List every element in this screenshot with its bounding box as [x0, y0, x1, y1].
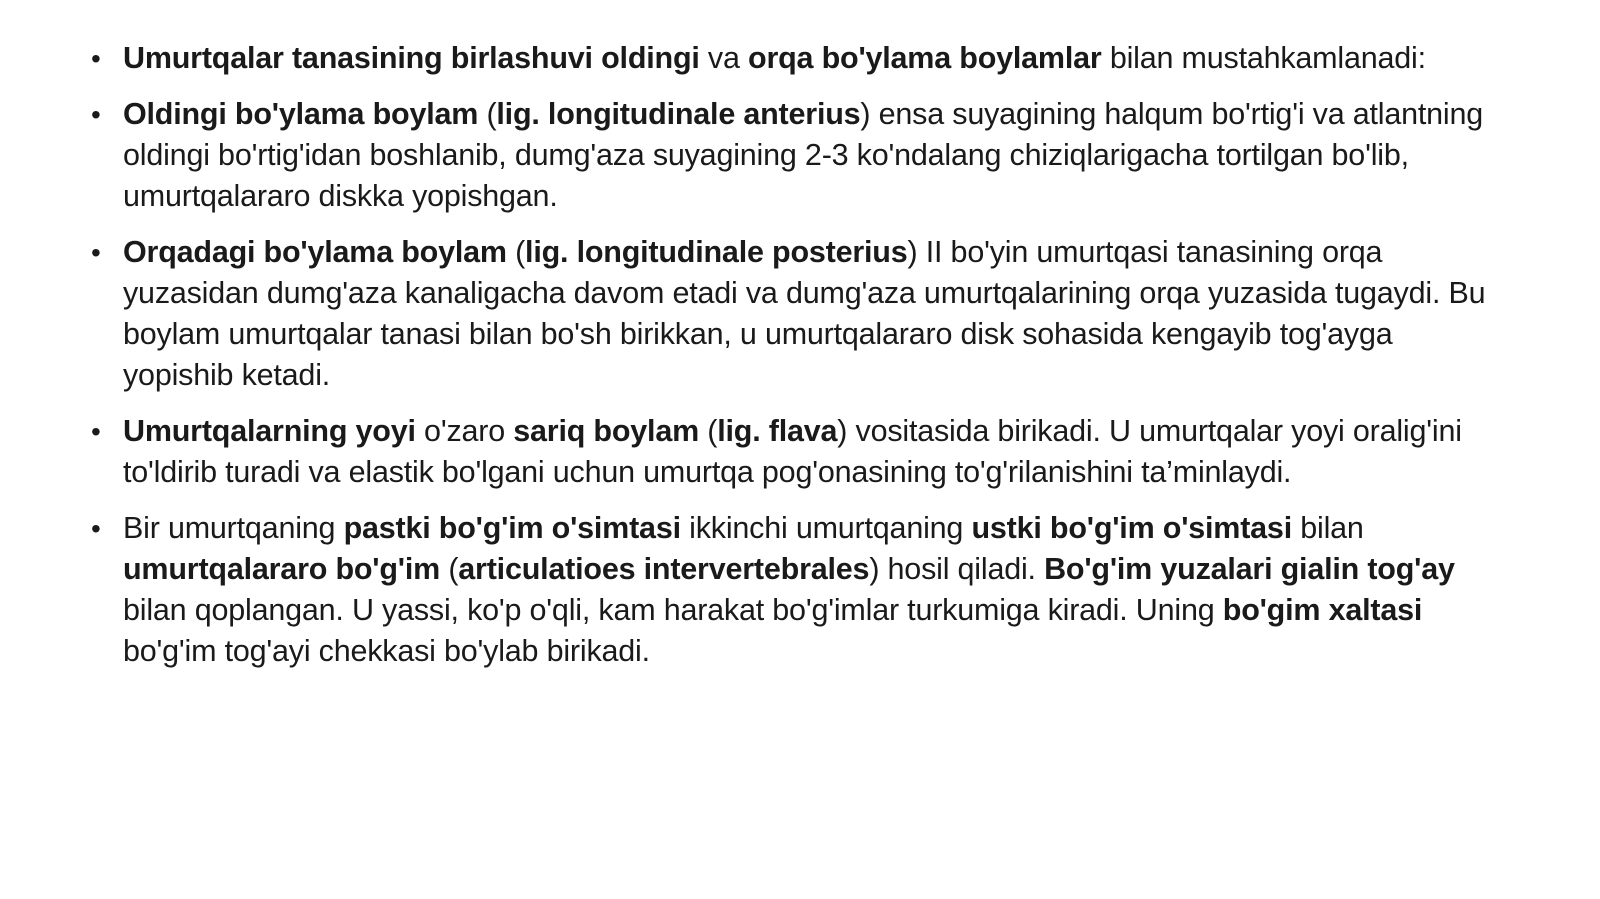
bold-text: lig. longitudinale posterius [525, 235, 908, 269]
text-span: ikkinchi umurtqaning [680, 511, 972, 545]
bullet-list [91, 38, 1511, 687]
bullet-dot-icon: • [91, 237, 101, 268]
bullet-text [123, 235, 1485, 392]
text-span: o'zaro [415, 414, 514, 448]
text-span: ( [699, 414, 718, 448]
text-span: ) ensa suyagining halqum bo'rtig'i va atlantning oldingi bo'rtig'idan boshlanib, dumg'aza suyagining 2-3 ko'ndalang chiziqlarigacha tortilgan bo'lib, umurtqalararo diskka yopishgan. [123, 97, 1484, 213]
bullet-text [123, 414, 1462, 489]
bullet-item [91, 508, 1511, 672]
bold-text: Orqadagi bo'ylama boylam [123, 235, 507, 269]
bullet-dot-icon: • [91, 416, 101, 447]
text-span: bo'g'im tog'ayi chekkasi bo'ylab birikadi. [123, 634, 650, 668]
bold-text: umurtqalararo bo'g'im [123, 552, 441, 586]
bullet-text [123, 41, 1426, 75]
text-span: bilan qoplangan. U yassi, ko'p o'qli, kam harakat bo'g'imlar turkumiga kiradi. Uning [123, 593, 1223, 627]
text-span: ) hosil qiladi. [869, 552, 1045, 586]
bold-text: Umurtqalar tanasining birlashuvi oldingi [123, 41, 700, 75]
bold-text: Bo'g'im yuzalari gialin tog'ay [1044, 552, 1455, 586]
bold-text: pastki bo'g'im o'simtasi [343, 511, 681, 545]
text-span: ( [506, 235, 526, 269]
bullet-dot-icon: • [91, 43, 101, 74]
bullet-item [91, 94, 1511, 217]
text-span: ( [440, 552, 459, 586]
bold-text: lig. flava [717, 414, 838, 448]
bullet-item [91, 411, 1511, 493]
bullet-dot-icon: • [91, 513, 101, 544]
text-span: ( [478, 97, 497, 131]
bullet-item [91, 38, 1511, 79]
bullet-item [91, 232, 1511, 396]
bold-text: articulatioes intervertebrales [458, 552, 870, 586]
bold-text: Umurtqalarning yoyi [123, 414, 416, 448]
text-span: bilan mustahkamlanadi: [1101, 41, 1426, 75]
text-span: ) vositasida birikadi. U umurtqalar yoyi oralig'ini to'ldirib turadi va elastik bo'lgani uchun umurtqa pog'onasining to'g'rilanishini ta’minlaydi. [123, 414, 1462, 489]
text-span: ) II bo'yin umurtqasi tanasining orqa yuzasidan dumg'aza kanaligacha davom etadi va dumg'aza umurtqalarining orqa yuzasida tugaydi. Bu boylam umurtqalar tanasi bilan bo'sh birikkan, u umurtqalararo disk sohasida kengayib tog'ayga yopishib ketadi. [123, 235, 1486, 392]
bullet-dot-icon: • [91, 99, 101, 130]
text-span: va [699, 41, 749, 75]
bold-text: Oldingi bo'ylama boylam [123, 97, 479, 131]
bold-text: lig. longitudinale anterius [496, 97, 861, 131]
bold-text: sariq boylam [513, 414, 700, 448]
bold-text: bo'gim xaltasi [1222, 593, 1423, 627]
bold-text: orqa bo'ylama boylamlar [748, 41, 1102, 75]
text-span: bilan [1291, 511, 1364, 545]
bold-text: ustki bo'g'im o'simtasi [971, 511, 1292, 545]
bullet-text [123, 97, 1483, 213]
text-span: Bir umurtqaning [123, 511, 344, 545]
bullet-text [123, 511, 1455, 668]
